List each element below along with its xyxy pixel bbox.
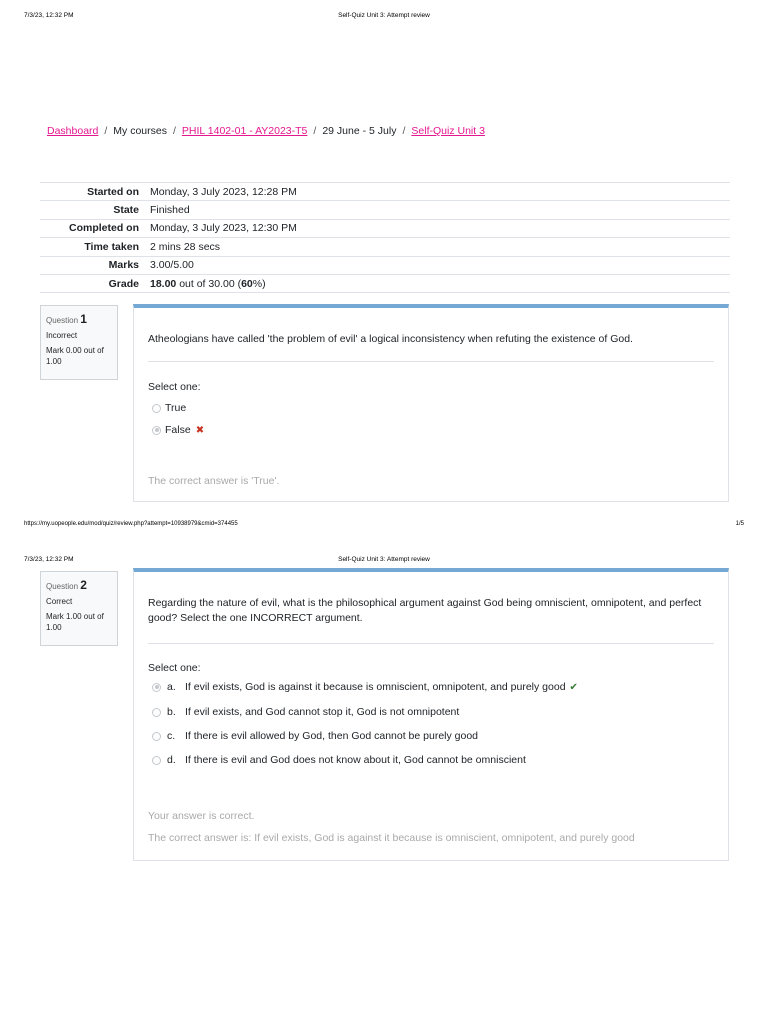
breadcrumb-dashboard-link[interactable]: Dashboard bbox=[47, 125, 99, 137]
question-number: 1 bbox=[80, 312, 87, 326]
answer-label: If evil exists, God is against it because is omniscient, omnipotent, and purely good bbox=[185, 681, 566, 693]
print-page-number: 1/5 bbox=[735, 521, 744, 527]
answer-label: If evil exists, and God cannot stop it, God is not omnipotent bbox=[185, 706, 460, 718]
radio-button[interactable] bbox=[152, 732, 161, 741]
answer-letter: b. bbox=[167, 706, 176, 718]
breadcrumb-week: 29 June - 5 July bbox=[322, 125, 397, 137]
question-mark: Mark 1.00 out of 1.00 bbox=[46, 611, 104, 632]
summary-value-grade bbox=[145, 274, 730, 292]
question-number: 2 bbox=[80, 578, 87, 592]
summary-label: Started on bbox=[87, 185, 139, 198]
question-mark: Mark 0.00 out of 1.00 bbox=[46, 345, 104, 366]
question-2-info bbox=[40, 571, 118, 646]
radio-button-selected[interactable] bbox=[152, 426, 161, 435]
print-title: Self-Quiz Unit 3: Attempt review bbox=[338, 12, 430, 19]
correct-answer-feedback: The correct answer is 'True'. bbox=[148, 475, 280, 487]
summary-row-grade bbox=[40, 274, 730, 292]
summary-value: 2 mins 28 secs bbox=[150, 240, 221, 253]
answer-label: If there is evil and God does not know about it, God cannot be omniscient bbox=[185, 754, 526, 766]
summary-value: 3.00/5.00 bbox=[150, 259, 194, 272]
answer-option-b[interactable] bbox=[152, 706, 459, 718]
question-label: Question bbox=[46, 316, 79, 325]
radio-button-selected[interactable] bbox=[152, 683, 161, 692]
breadcrumb bbox=[47, 125, 485, 137]
question-2-content bbox=[133, 568, 729, 861]
breadcrumb-separator: / bbox=[402, 125, 406, 137]
breadcrumb-my-courses: My courses bbox=[113, 125, 167, 137]
answer-letter: c. bbox=[167, 730, 176, 742]
print-footer bbox=[0, 521, 768, 533]
summary-label: Time taken bbox=[84, 240, 139, 253]
answer-label: If there is evil allowed by God, then God cannot be purely good bbox=[185, 730, 479, 742]
summary-row-marks bbox=[40, 256, 730, 274]
grade-out-of: out of 30.00 ( bbox=[176, 277, 242, 290]
grade-percent: 60 bbox=[241, 277, 253, 290]
grade-score: 18.00 bbox=[150, 277, 177, 290]
answer-label: False bbox=[165, 424, 191, 436]
answer-option-c[interactable] bbox=[152, 730, 478, 742]
question-text: Atheologians have called 'the problem of evil' a logical inconsistency when refuting the existence of God. bbox=[148, 333, 633, 345]
answer-correct-feedback: Your answer is correct. bbox=[148, 810, 255, 822]
print-date: 7/3/23, 12:32 PM bbox=[24, 556, 74, 563]
radio-button[interactable] bbox=[152, 404, 161, 413]
print-title: Self-Quiz Unit 3: Attempt review bbox=[338, 556, 430, 563]
summary-value: Finished bbox=[150, 204, 190, 217]
answer-letter: a. bbox=[167, 681, 176, 693]
breadcrumb-quiz-link[interactable]: Self-Quiz Unit 3 bbox=[411, 125, 485, 137]
attempt-summary-table bbox=[40, 182, 730, 293]
cross-icon: ✖ bbox=[195, 424, 205, 436]
answer-option-true[interactable] bbox=[152, 402, 186, 414]
answer-option-false[interactable] bbox=[152, 424, 204, 436]
grade-close: %) bbox=[252, 277, 266, 290]
print-url: https://my.uopeople.edu/mod/quiz/review.php?attempt=10938979&cmid=374455 bbox=[24, 521, 238, 527]
breadcrumb-separator: / bbox=[172, 125, 176, 137]
answer-option-d[interactable] bbox=[152, 754, 526, 766]
breadcrumb-separator: / bbox=[313, 125, 317, 137]
select-one-label: Select one: bbox=[148, 662, 201, 674]
divider bbox=[148, 361, 714, 362]
question-text: Regarding the nature of evil, what is the philosophical argument against God being omniscient, omnipotent, and perfect good? Select the one INCORRECT argument. bbox=[148, 597, 702, 624]
question-1-content bbox=[133, 304, 729, 502]
correct-answer-feedback: The correct answer is: If evil exists, God is against it because is omniscient, omnipotent, and purely good bbox=[148, 832, 635, 844]
answer-letter: d. bbox=[167, 754, 176, 766]
summary-value: Monday, 3 July 2023, 12:30 PM bbox=[150, 222, 297, 235]
question-status: Incorrect bbox=[46, 331, 78, 341]
check-icon: ✔ bbox=[569, 681, 578, 693]
question-label: Question bbox=[46, 582, 79, 591]
answer-option-a[interactable] bbox=[152, 681, 578, 693]
breadcrumb-course-link[interactable]: PHIL 1402-01 - AY2023-T5 bbox=[181, 125, 308, 137]
summary-label: Grade bbox=[108, 277, 139, 290]
print-date: 7/3/23, 12:32 PM bbox=[24, 12, 74, 19]
summary-label: Completed on bbox=[69, 222, 139, 235]
answer-label: True bbox=[165, 402, 187, 414]
print-header bbox=[0, 12, 768, 26]
radio-button[interactable] bbox=[152, 708, 161, 717]
summary-label: State bbox=[113, 204, 139, 217]
summary-row-started bbox=[40, 183, 730, 201]
question-1-info bbox=[40, 305, 118, 380]
summary-row-completed bbox=[40, 219, 730, 237]
breadcrumb-separator: / bbox=[104, 125, 108, 137]
summary-row-state bbox=[40, 201, 730, 219]
summary-value: Monday, 3 July 2023, 12:28 PM bbox=[150, 185, 297, 198]
question-status: Correct bbox=[46, 597, 73, 607]
divider bbox=[148, 643, 714, 644]
summary-row-time-taken bbox=[40, 238, 730, 256]
radio-button[interactable] bbox=[152, 756, 161, 765]
select-one-label: Select one: bbox=[148, 381, 201, 393]
summary-label: Marks bbox=[108, 259, 139, 272]
